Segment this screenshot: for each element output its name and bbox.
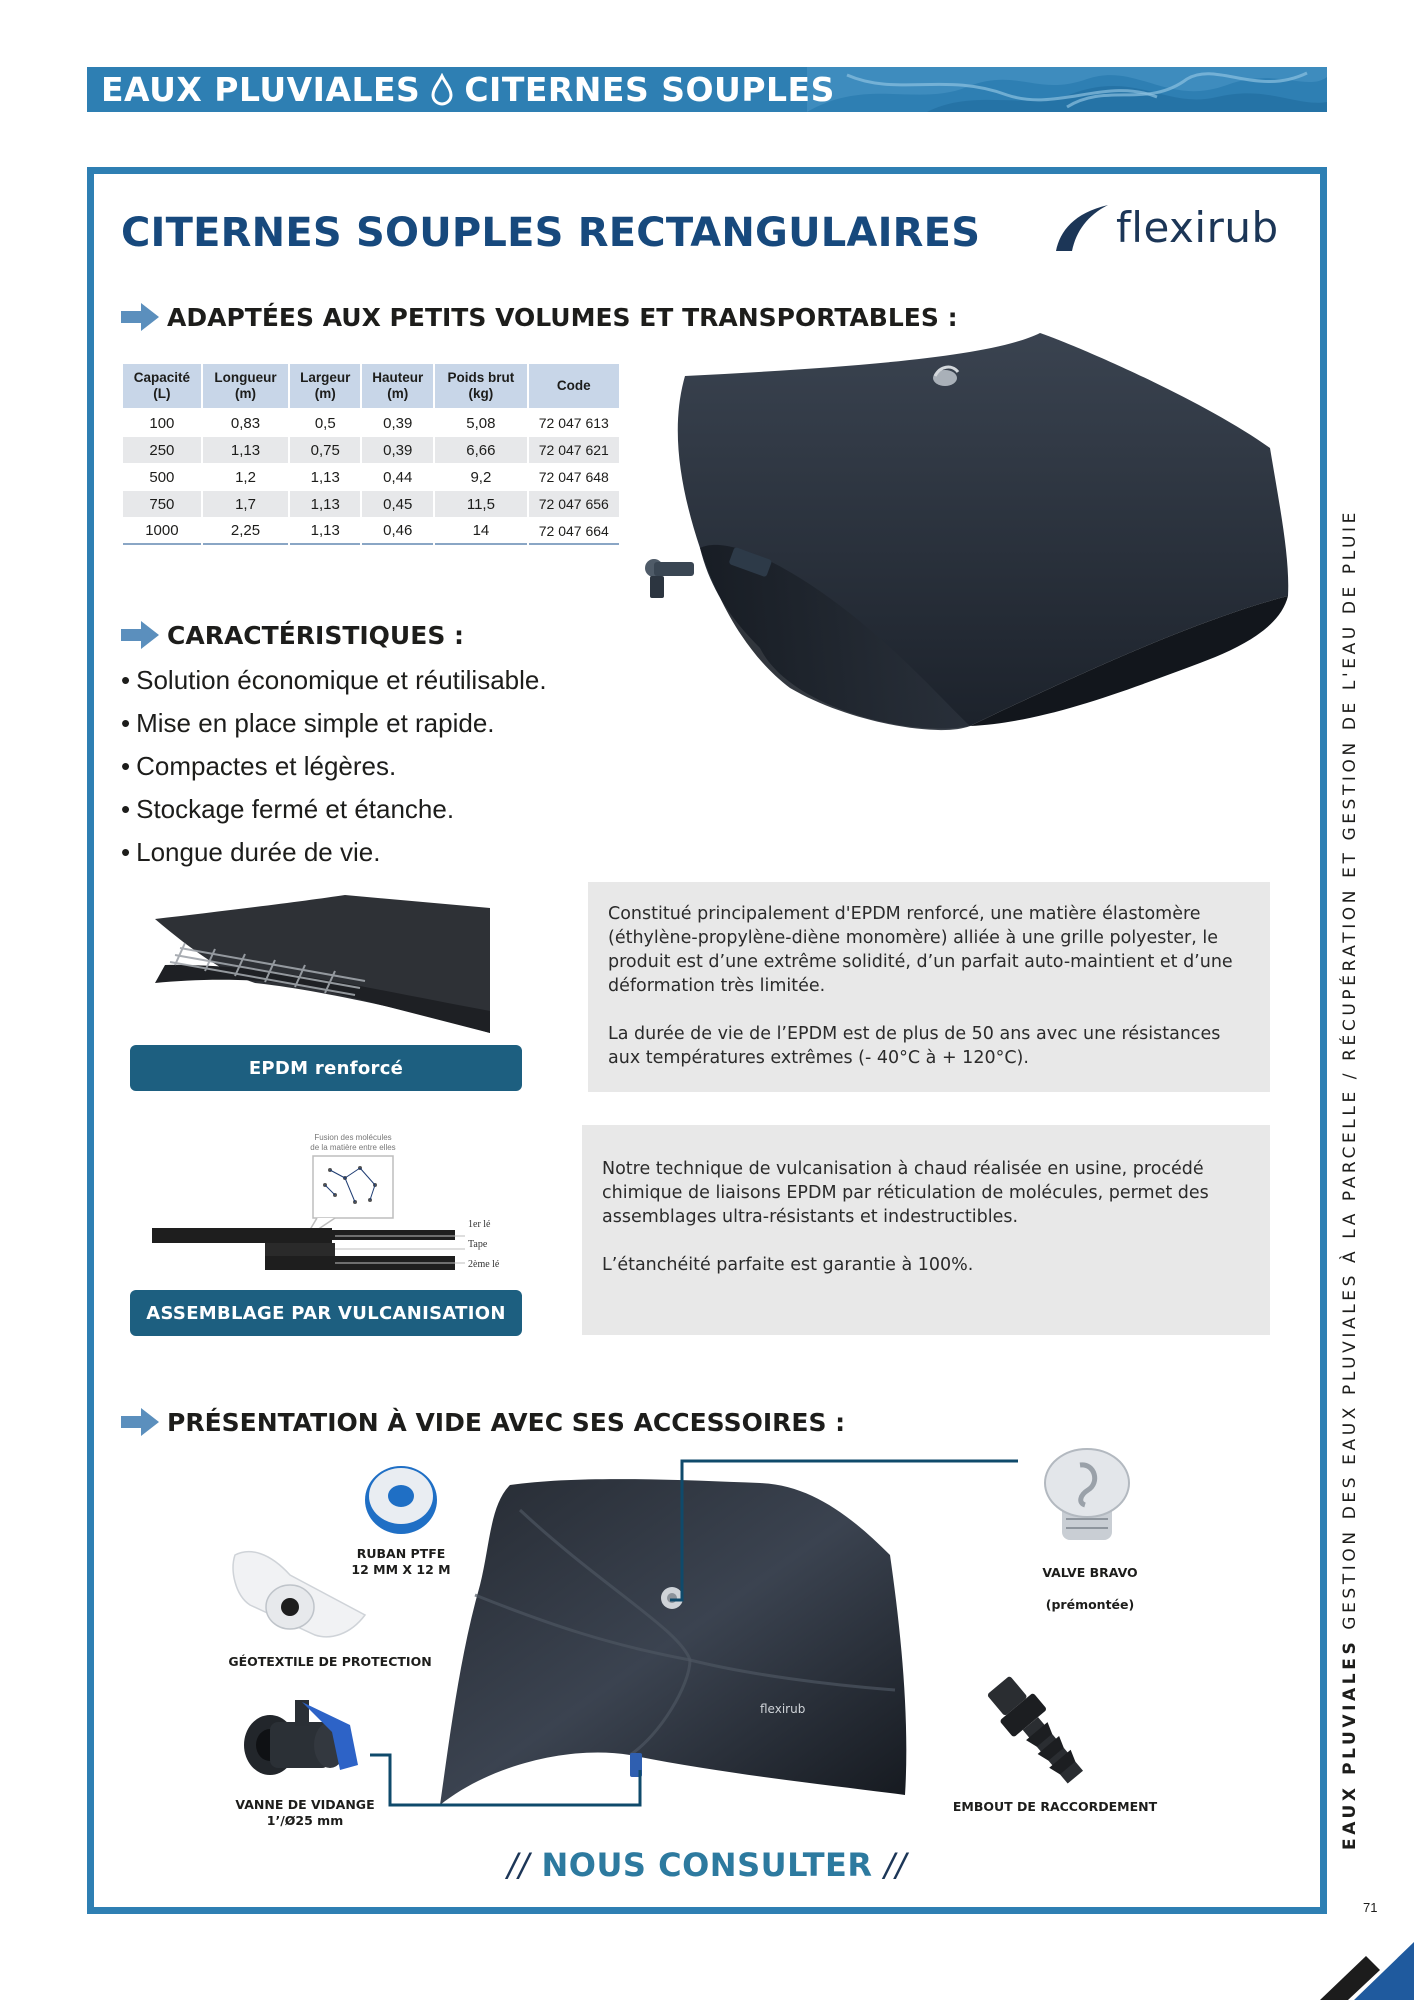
water-drop-icon (428, 73, 456, 107)
list-item: • Compactes et légères. (121, 748, 547, 791)
corner-decoration (1300, 1920, 1414, 2000)
list-item: • Mise en place simple et rapide. (121, 705, 547, 748)
connection-nozzle-label: EMBOUT DE RACCORDEMENT (952, 1799, 1158, 1814)
vulcanisation-diagram (145, 1130, 525, 1280)
arrow-right-icon (121, 620, 161, 650)
side-title-bold: EAUX PLUVIALES (1340, 1638, 1360, 1850)
table-cell: 0,46 (362, 518, 433, 545)
table-cell: 72 047 656 (529, 491, 619, 518)
characteristics-list (121, 662, 547, 877)
diagram-caption-line2: de la matière entre elles (310, 1143, 396, 1152)
epdm-label: EPDM renforcé (130, 1045, 522, 1091)
table-cell: 1000 (123, 518, 201, 545)
contact-us-text: NOUS CONSULTER (541, 1846, 873, 1884)
table-cell: 0,39 (362, 410, 433, 437)
epdm-layers-illustration (145, 893, 495, 1038)
ptfe-tape-label: RUBAN PTFE 12 MM X 12 M (351, 1546, 451, 1577)
section-characteristics-heading (121, 620, 464, 650)
geotextile-roll-icon (230, 1545, 370, 1645)
table-header-row (123, 364, 619, 410)
table-cell: 9,2 (435, 464, 526, 491)
connector-lines (370, 1455, 1020, 1825)
table-cell: 0,83 (203, 410, 288, 437)
column-header-height: Hauteur (m) (362, 364, 433, 410)
table-row (123, 464, 619, 491)
specifications-table (121, 364, 621, 545)
vulcanisation-guarantee: L’étanchéité parfaite est garantie à 100%. (602, 1255, 974, 1275)
bravo-valve-icon (1040, 1445, 1135, 1545)
table-cell: 11,5 (435, 491, 526, 518)
table-cell: 72 047 648 (529, 464, 619, 491)
table-cell: 1,13 (290, 518, 360, 545)
contact-us-callout (0, 1846, 1414, 1884)
geotextile-label: GÉOTEXTILE DE PROTECTION (228, 1654, 432, 1669)
table-row (123, 437, 619, 464)
table-cell: 5,08 (435, 410, 526, 437)
brand-name: flexirub (1116, 202, 1279, 252)
ptfe-tape-icon (361, 1460, 441, 1540)
decorative-slashes: // (884, 1846, 907, 1884)
column-header-capacity: Capacité (L) (123, 364, 201, 410)
column-header-width: Largeur (m) (290, 364, 360, 410)
table-row (123, 518, 619, 545)
section-accessories-title: PRÉSENTATION À VIDE AVEC SES ACCESSOIRES : (167, 1407, 846, 1437)
vulcanisation-description: Notre technique de vulcanisation à chaud réalisée en usine, procédé chimique de liaisons EPDM par réticulation de molécules, permet des assemblages ultra-résistants et indestructibles. (602, 1159, 1209, 1227)
table-cell: 0,75 (290, 437, 360, 464)
diagram-tape-label: Tape (468, 1239, 488, 1250)
table-cell: 72 047 621 (529, 437, 619, 464)
column-header-code: Code (529, 364, 619, 410)
connection-nozzle-icon (980, 1670, 1100, 1800)
table-cell: 72 047 664 (529, 518, 619, 545)
table-cell: 6,66 (435, 437, 526, 464)
table-cell: 1,13 (290, 464, 360, 491)
table-cell: 1,7 (203, 491, 288, 518)
arrow-right-icon (121, 1407, 161, 1437)
drain-valve-label: VANNE DE VIDANGE 1’/Ø25 mm (235, 1797, 375, 1828)
drain-valve-icon (240, 1690, 370, 1800)
table-cell: 750 (123, 491, 201, 518)
vulcanisation-info-box (582, 1125, 1270, 1335)
page-title: CITERNES SOUPLES RECTANGULAIRES (121, 210, 981, 256)
table-cell: 72 047 613 (529, 410, 619, 437)
list-item: • Stockage fermé et étanche. (121, 791, 547, 834)
diagram-caption-line1: Fusion des molécules (314, 1133, 392, 1142)
flexible-tank-image (640, 328, 1300, 743)
vertical-section-title (1340, 510, 1360, 1850)
page-number: 71 (1363, 1900, 1378, 1915)
section-volumes-title: ADAPTÉES AUX PETITS VOLUMES ET TRANSPORTABLES : (167, 302, 958, 332)
header-right-title: CITERNES SOUPLES (464, 70, 835, 109)
epdm-info-box (588, 882, 1270, 1092)
table-cell: 1,13 (203, 437, 288, 464)
header-banner (87, 67, 1327, 112)
column-header-length: Longueur (m) (203, 364, 288, 410)
arrow-right-icon (121, 302, 161, 332)
epdm-lifetime: La durée de vie de l’EPDM est de plus de 50 ans avec une résistances aux températures extrêmes (- 40°C à + 120°C). (608, 1024, 1221, 1068)
table-cell: 0,39 (362, 437, 433, 464)
side-title-rest: GESTION DES EAUX PLUVIALES À LA PARCELLE / RÉCUPÉRATION ET GESTION DE L'EAU DE PLUIE (1340, 509, 1360, 1630)
table-cell: 0,45 (362, 491, 433, 518)
epdm-description: Constitué principalement d'EPDM renforcé, une matière élastomère (éthylène-propylène-diène monomère) alliée à une grille polyester, le produit est d’une extrême solidité, d’un parfait auto-maintient et d’une déformation très limitée. (608, 904, 1233, 996)
section-characteristics-title: CARACTÉRISTIQUES : (167, 620, 465, 650)
table-cell: 250 (123, 437, 201, 464)
list-item: • Solution économique et réutilisable. (121, 662, 547, 705)
brand-logo (1050, 197, 1300, 257)
table-row (123, 410, 619, 437)
flexirub-swoosh-icon (1050, 201, 1112, 253)
table-cell: 14 (435, 518, 526, 545)
table-cell: 0,5 (290, 410, 360, 437)
diagram-layer2-label: 2ème lé (468, 1259, 500, 1270)
tank-brand-mark: flexirub (760, 1702, 806, 1716)
diagram-layer1-label: 1er lé (468, 1219, 491, 1230)
table-cell: 500 (123, 464, 201, 491)
section-accessories-heading (121, 1407, 845, 1437)
decorative-slashes: // (507, 1846, 530, 1884)
wave-pattern (807, 67, 1327, 112)
vulcanisation-label: ASSEMBLAGE PAR VULCANISATION (130, 1290, 522, 1336)
header-left-title: EAUX PLUVIALES (101, 70, 421, 109)
table-row (123, 491, 619, 518)
table-cell: 1,2 (203, 464, 288, 491)
bravo-valve-note: (prémontée) (1045, 1597, 1135, 1612)
table-cell: 0,44 (362, 464, 433, 491)
table-cell: 100 (123, 410, 201, 437)
table-cell: 1,13 (290, 491, 360, 518)
list-item: • Longue durée de vie. (121, 834, 547, 877)
column-header-weight: Poids brut (kg) (435, 364, 526, 410)
bravo-valve-label: VALVE BRAVO (1042, 1565, 1138, 1580)
table-cell: 2,25 (203, 518, 288, 545)
